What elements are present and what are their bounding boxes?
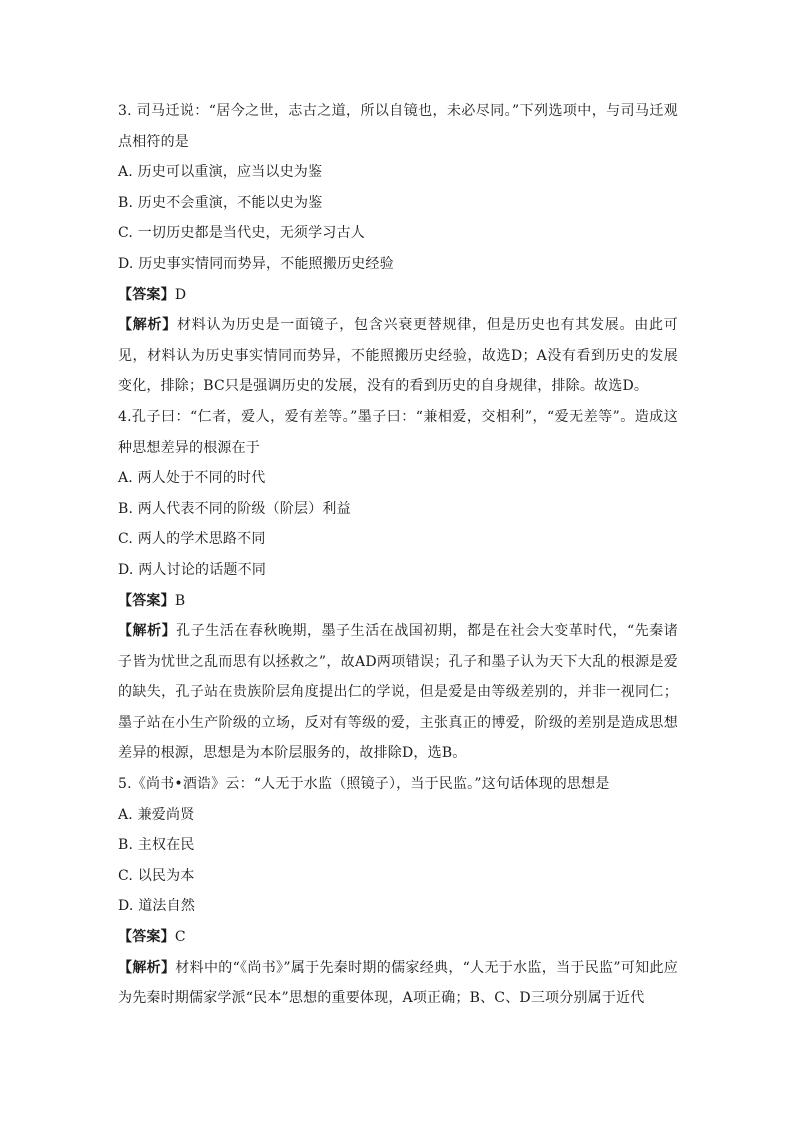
answer-value: D bbox=[174, 286, 187, 303]
analysis-text: 材料中的“《尚书》”属于先秦时期的儒家经典，“人无于水监，当于民监”可知此应为先秦时期儒家学派“民本”思想的重要体现，A项正确；B、C、D三项分别属于近代 bbox=[118, 959, 678, 1007]
question-3-option-a: A. 历史可以重演，应当以史为鉴 bbox=[118, 164, 323, 181]
question-list bbox=[118, 96, 678, 1014]
question-5-option-c: C. 以民为本 bbox=[118, 867, 195, 884]
analysis-text: 孔子生活在春秋晚期，墨子生活在战国初期，都是在社会大变革时代，“先秦诸子皆为忧世之乱而思有以拯救之”，故AD两项错误；孔子和墨子认为天下大乱的根源是爱的缺失，孔子站在贵族阶层角度提出仁的学说，但是爱是由等级差别的，并非一视同仁；墨子站在小生产阶级的立场，反对有等级的爱，主张真正的博爱，阶级的差别是造成思想差异的根源，思想是为本阶层服务的，故排除D，选B。 bbox=[118, 623, 678, 762]
question-5-option-b: B. 主权在民 bbox=[118, 837, 195, 854]
question-5-option-d: D. 道法自然 bbox=[118, 898, 196, 915]
question-5-option-a: A. 兼爱尚贤 bbox=[118, 806, 195, 823]
question-3-answer bbox=[118, 280, 678, 311]
question-4-option-c: C. 两人的学术思路不同 bbox=[118, 531, 266, 548]
question-4-option-a: A. 两人处于不同的时代 bbox=[118, 470, 266, 487]
question-5-analysis bbox=[118, 953, 678, 1014]
question-3-stem: 3. 司马迁说：“居今之世，志古之道，所以自镜也，未必尽同。”下列选项中，与司马迁观点相符的是 bbox=[118, 103, 678, 150]
analysis-tag: 【解析】 bbox=[118, 623, 177, 640]
answer-tag: 【答案】 bbox=[118, 592, 175, 609]
question-4-option-b: B. 两人代表不同的阶级（阶层）利益 bbox=[118, 500, 351, 517]
question-3-option-c: C. 一切历史都是当代史，无须学习古人 bbox=[118, 225, 365, 242]
analysis-tag: 【解析】 bbox=[118, 959, 176, 976]
question-3-option-d: D. 历史事实情同而势异，不能照搬历史经验 bbox=[118, 255, 394, 272]
question-4-analysis bbox=[118, 616, 678, 769]
answer-tag: 【答案】 bbox=[118, 929, 175, 946]
analysis-text: 材料认为历史是一面镜子，包含兴衰更替规律，但是历史也有其发展。由此可见，材料认为历史事实情同而势异，不能照搬历史经验，故选D；A没有看到历史的发展变化，排除；BC只是强调历史的发展，没有的看到历史的自身规律，排除。故选D。 bbox=[118, 317, 678, 395]
question-5-answer bbox=[118, 922, 678, 953]
answer-tag: 【答案】 bbox=[118, 286, 175, 303]
question-3-analysis bbox=[118, 310, 678, 402]
question-3-option-b: B. 历史不会重演，不能以史为鉴 bbox=[118, 194, 323, 211]
analysis-tag: 【解析】 bbox=[118, 317, 178, 334]
answer-value: B bbox=[174, 592, 186, 609]
question-4-option-d: D. 两人讨论的话题不同 bbox=[118, 561, 267, 578]
question-4-stem: 4.孔子曰：“仁者，爱人，爱有差等。”墨子曰：“兼相爱，交相利”，“爱无差等”。造成这种思想差异的根源在于 bbox=[118, 408, 678, 456]
answer-value: C bbox=[174, 929, 186, 946]
question-4-answer bbox=[118, 586, 678, 617]
question-5-stem: 5.《尚书•酒诰》云：“人无于水监（照镜子），当于民监。”这句话体现的思想是 bbox=[118, 776, 610, 793]
